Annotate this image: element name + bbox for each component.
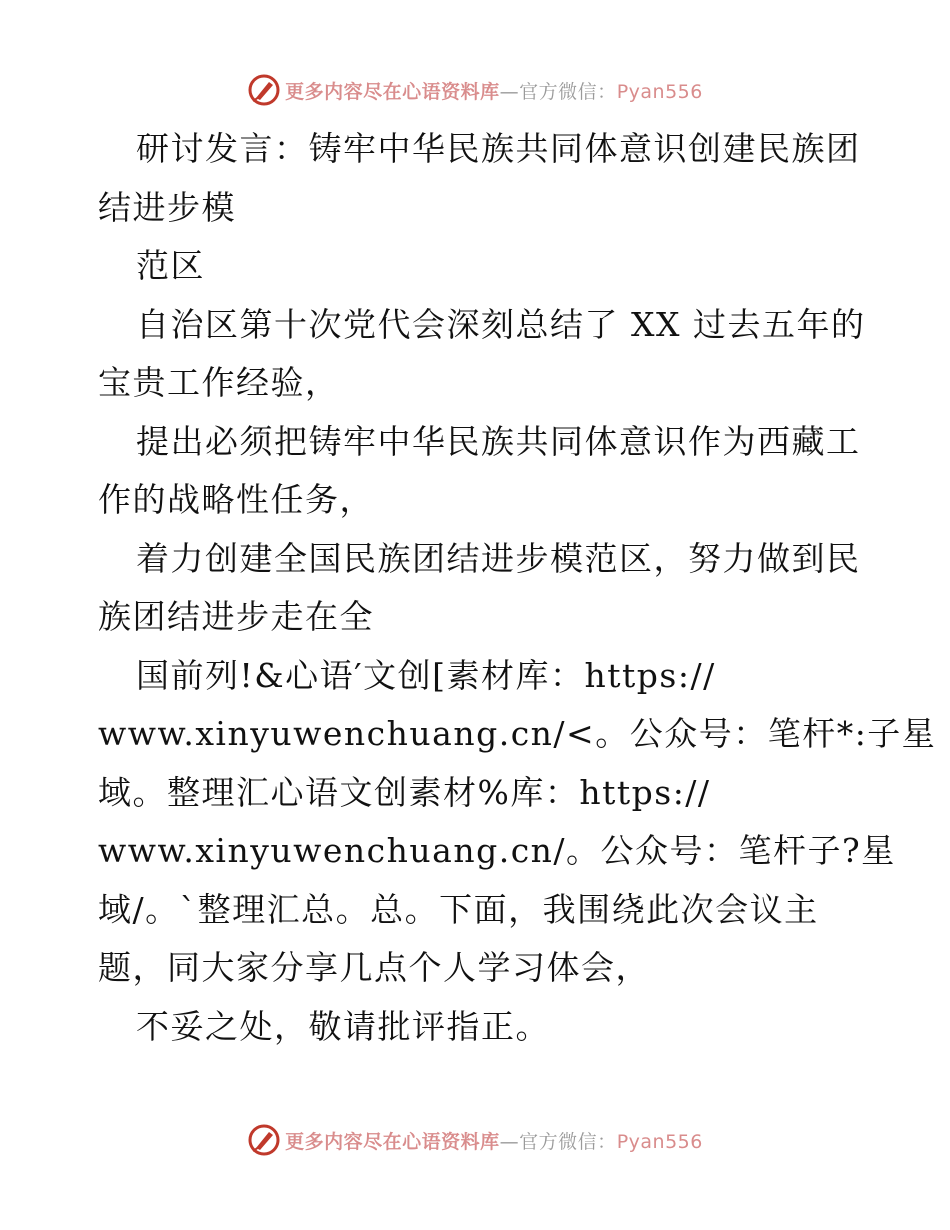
paragraph-line: 着力创建全国民族团结进步模范区，努力做到民	[136, 538, 861, 578]
title-line-1: 研讨发言：铸牢中华民族共同体意识创建民族团	[136, 129, 861, 168]
paragraph-line: www.xinyuwenchuang.cn/。公众号：笔杆子?星	[98, 831, 896, 870]
paragraph-line: 国前列!&心语′文创[素材库：https://	[136, 655, 716, 695]
banner-wechat-label: 官方微信：	[519, 80, 617, 103]
banner-wechat-label: 官方微信：	[519, 1130, 617, 1153]
footer-banner	[0, 1118, 950, 1162]
document-body	[98, 120, 937, 1056]
title-line-3: 范区	[136, 246, 205, 285]
banner-wechat-id: Pyan556	[616, 1130, 703, 1153]
quill-logo-icon	[247, 73, 281, 107]
paragraph-line: 提出必须把铸牢中华民族共同体意识作为西藏工	[136, 421, 861, 461]
quill-logo-icon	[247, 1123, 281, 1157]
paragraph-line: 宝贵工作经验，	[98, 363, 340, 402]
paragraph-line: 族团结进步走在全	[98, 597, 374, 636]
header-banner	[0, 68, 950, 112]
banner-dash: —	[499, 80, 520, 103]
banner-main-text: 更多内容尽在心语资料库	[285, 80, 500, 103]
paragraph-line: 自治区第十次党代会深刻总结了 XX 过去五年的	[136, 304, 866, 344]
banner-main-text: 更多内容尽在心语资料库	[285, 1130, 500, 1153]
paragraph-line: 作的战略性任务，	[98, 480, 374, 519]
title-line-2: 结进步模	[98, 187, 236, 227]
banner-text	[285, 1127, 703, 1154]
paragraph-line: 题，同大家分享几点个人学习体会，	[98, 948, 650, 987]
paragraph-line: 不妥之处，敬请批评指正。	[136, 1006, 550, 1046]
banner-dash: —	[499, 1130, 520, 1153]
banner-wechat-id: Pyan556	[616, 80, 703, 103]
paragraph-line: 域/。`整理汇总。总。下面，我围绕此次会议主	[98, 889, 819, 929]
paragraph-line: 域。整理汇心语文创素材%库：https://	[98, 772, 711, 812]
paragraph-line: www.xinyuwenchuang.cn/<。公众号：笔杆*:子星	[98, 714, 937, 753]
banner-text	[285, 77, 703, 104]
